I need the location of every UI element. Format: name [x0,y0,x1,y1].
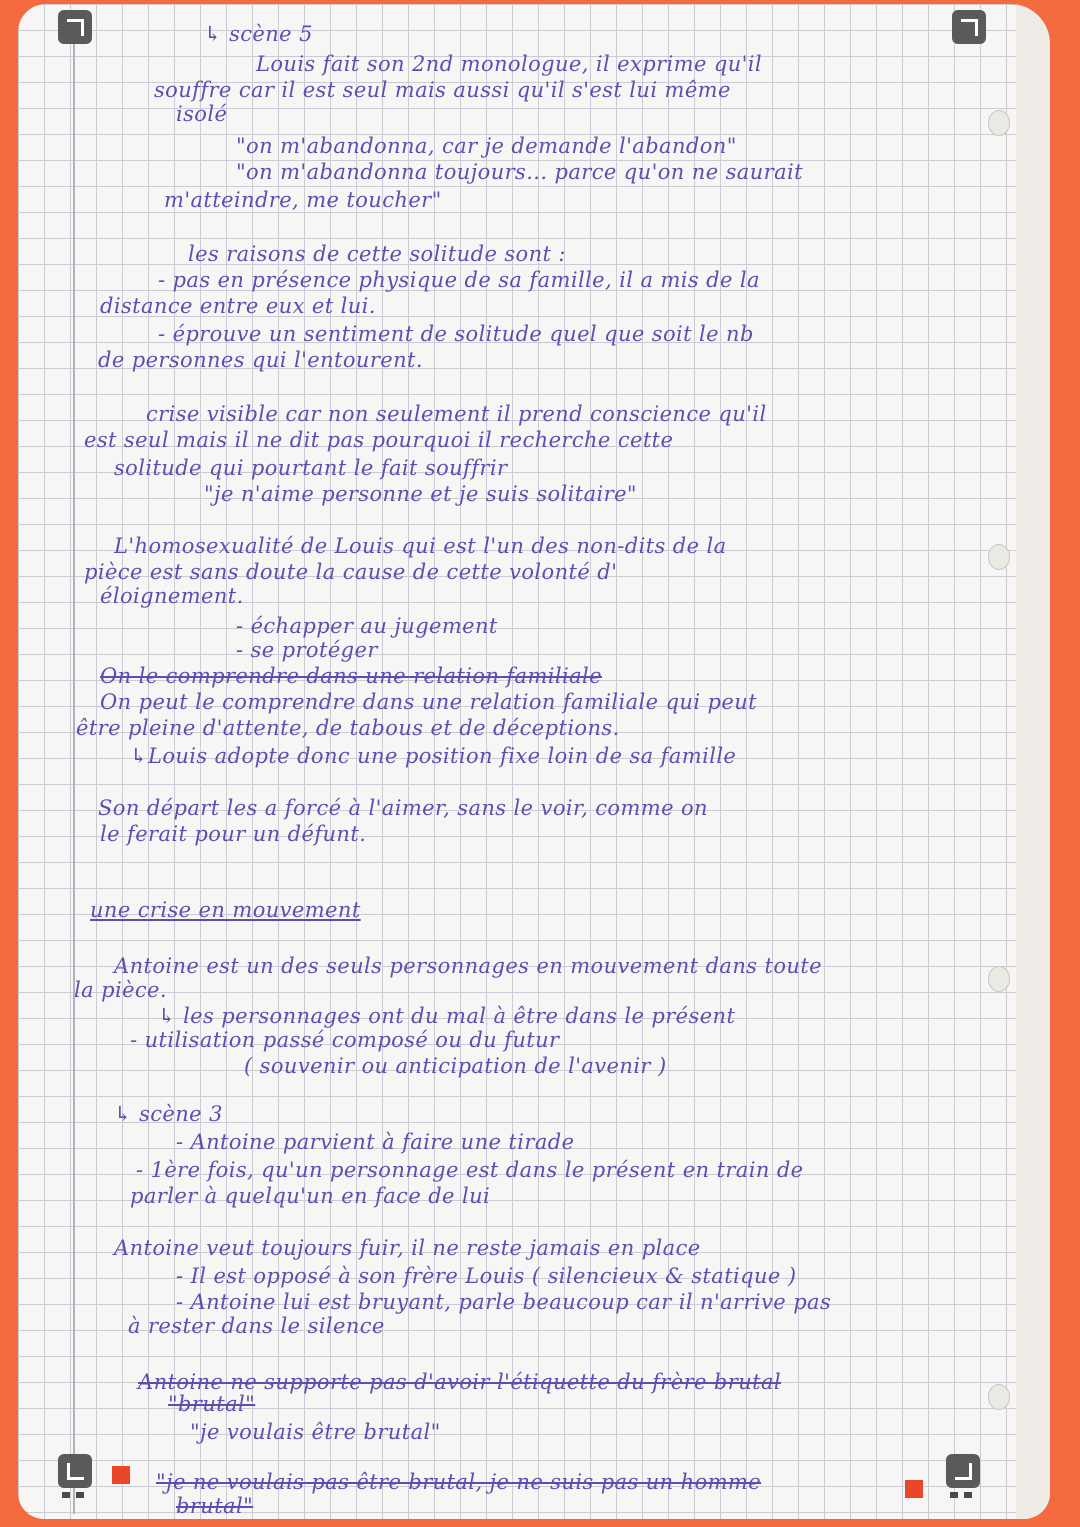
bullet-line: - Il est opposé à son frère Louis ( silencieux & statique ) [176,1264,797,1288]
text-line: Louis fait son 2nd monologue, il exprime qu'il [256,52,763,76]
text-line: ↳ scène 5 [204,22,313,46]
page-edge [1016,4,1050,1519]
text-line: ( souvenir ou anticipation de l'avenir ) [244,1054,667,1078]
bullet-line: - éprouve un sentiment de solitude quel que soit le nb [158,322,754,346]
text-line: ↳ les personnages ont du mal à être dans le présent [158,1004,736,1028]
text-line: éloignement. [100,584,244,608]
text-line: distance entre eux et lui. [100,294,376,318]
quote-line: "on m'abandonna, car je demande l'abandon" [236,134,737,158]
quote-line: m'atteindre, me toucher" [164,188,442,212]
punch-hole-icon [988,1384,1010,1410]
quote-line: "on m'abandonna toujours... parce qu'on ne saurait [236,160,803,184]
struck-line: Antoine ne supporte pas d'avoir l'étiquette du frère brutal [138,1370,781,1394]
text-line: à rester dans le silence [128,1314,385,1338]
bullet-line: - se protéger [236,638,378,662]
crop-corner-icon[interactable] [952,10,986,44]
bullet-line: - échapper au jugement [236,614,498,638]
bullet-line: - pas en présence physique de sa famille, il a mis de la [158,268,760,292]
text-line: Antoine est un des seuls personnages en mouvement dans toute [114,954,822,978]
text-line: les raisons de cette solitude sont : [188,242,566,266]
text-line: crise visible car non seulement il prend conscience qu'il [146,402,767,426]
quote-line: "je voulais être brutal" [190,1420,441,1444]
crop-corner-icon[interactable] [58,1454,92,1488]
text-line: de personnes qui l'entourent. [98,348,423,372]
punch-hole-icon [988,544,1010,570]
crop-corner-icon[interactable] [58,10,92,44]
struck-line: "je ne voulais pas être brutal, je ne suis pas un homme [156,1470,762,1494]
text-line: L'homosexualité de Louis qui est l'un des non-dits de la [114,534,727,558]
red-square-icon [112,1466,130,1484]
text-line: le ferait pour un défunt. [100,822,367,846]
text-line: est seul mais il ne dit pas pourquoi il recherche cette [84,428,674,452]
text-line: parler à quelqu'un en face de lui [130,1184,491,1208]
text-line: Antoine veut toujours fuir, il ne reste jamais en place [114,1236,701,1260]
text-line: Son départ les a forcé à l'aimer, sans le voir, comme on [98,796,708,820]
text-line: isolé [176,102,228,126]
struck-line: On le comprendre dans une relation familiale [100,664,602,688]
text-line: la pièce. [74,978,167,1002]
quote-line: "je n'aime personne et je suis solitaire" [204,482,637,506]
text-line: pièce est sans doute la cause de cette volonté d' [84,560,618,584]
text-line: On peut le comprendre dans une relation familiale qui peut [100,690,757,714]
bullet-line: - 1ère fois, qu'un personnage est dans le présent en train de [136,1158,804,1182]
bullet-line: - utilisation passé composé ou du futur [130,1028,560,1052]
struck-line: brutal" [176,1494,254,1518]
punch-hole-icon [988,110,1010,136]
grid-paper-sheet [18,4,1050,1519]
punch-hole-icon [988,966,1010,992]
text-line: souffre car il est seul mais aussi qu'il s'est lui même [154,78,731,102]
bullet-line: - Antoine parvient à faire une tirade [176,1130,575,1154]
red-square-icon [905,1480,923,1498]
handle-dots-icon [950,1492,972,1498]
text-line: solitude qui pourtant le fait souffrir [114,456,508,480]
text-line: être pleine d'attente, de tabous et de déceptions. [76,716,620,740]
margin-line [73,44,75,1514]
struck-line: "brutal" [168,1392,256,1416]
handle-dots-icon [62,1492,84,1498]
crop-corner-icon[interactable] [946,1454,980,1488]
text-line: ↳ scène 3 [114,1102,223,1126]
text-line: ↳Louis adopte donc une position fixe loin de sa famille [130,744,737,768]
section-heading: une crise en mouvement [90,898,361,922]
bullet-line: - Antoine lui est bruyant, parle beaucoup car il n'arrive pas [176,1290,832,1314]
